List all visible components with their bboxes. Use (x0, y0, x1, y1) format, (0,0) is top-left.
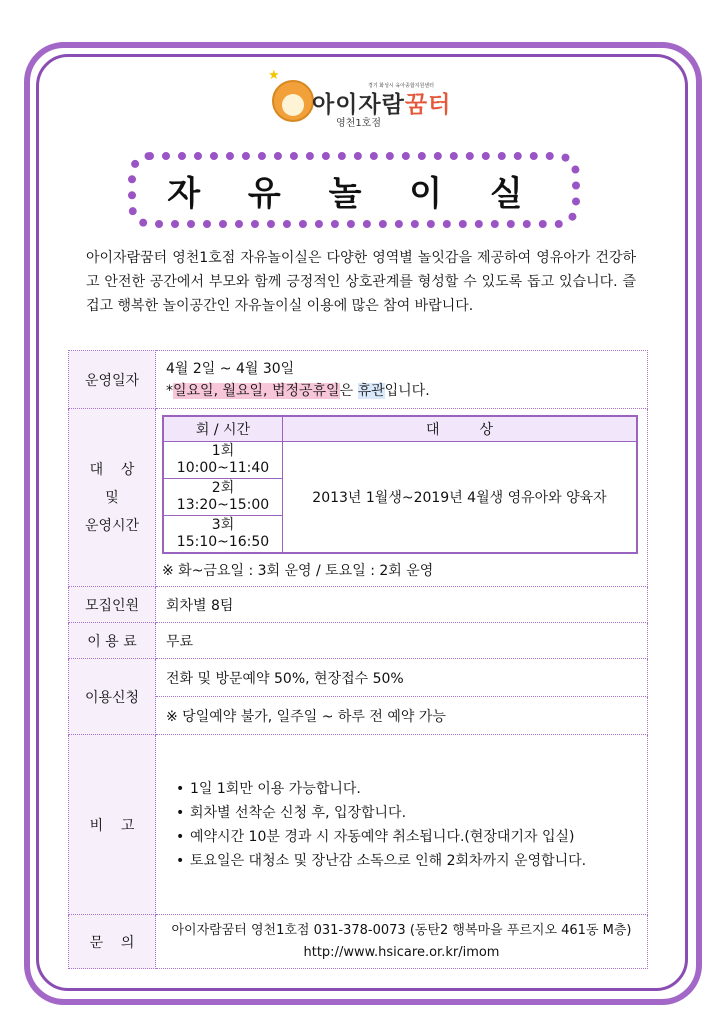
session-row: 1회 10:00~11:40 2013년 1월생~2019년 4월생 영유아와 양육자 (163, 442, 637, 479)
row-operating (69, 351, 648, 409)
session-header (163, 416, 637, 442)
page-title: 자 유 놀 이 실 (167, 173, 541, 214)
value-fee: 무료 (156, 623, 648, 659)
row-apply-1 (69, 659, 648, 697)
logo-org-small: 경기 화성시 육아종합지원센터 (368, 83, 434, 89)
row-contact (69, 915, 648, 969)
logo-name: 아이자람꿈터 (312, 92, 452, 118)
row-recruit (69, 587, 648, 623)
session-row: 3회 15:10~16:50 (163, 516, 637, 553)
intro-paragraph: 아이자람꿈터 영천1호점 자유놀이실은 다양한 영역별 놀잇감을 제공하여 영유아가 건강하고 안전한 공간에서 부모와 함께 긍정적인 상호관계를 형성할 수 있도록 돕고 있습니다. 즐겁고 행복한 놀이공간인 자유놀이실 이용에 많은 참여 바랍니다. (86, 250, 636, 314)
value-apply-1: 전화 및 방문예약 50%, 현장접수 50% (156, 659, 648, 697)
col-time: 회 / 시간 (163, 416, 283, 442)
value-remarks (156, 735, 648, 915)
session-row: 2회 13:20~15:00 (163, 479, 637, 516)
list-item: • 토요일은 대청소 및 장난감 소독으로 인해 2회차까지 운영합니다. (176, 849, 635, 873)
list-item: • 회차별 선착순 신청 후, 입장합니다. (176, 801, 635, 825)
value-contact (156, 915, 648, 969)
star-icon: ★ (268, 68, 280, 83)
col-target: 대 상 (283, 416, 638, 442)
value-operating (156, 351, 648, 409)
row-target (69, 409, 648, 587)
label-recruit: 모집인원 (69, 587, 156, 623)
remarks-list (156, 777, 647, 873)
row-fee (69, 623, 648, 659)
label-apply: 이용신청 (69, 659, 156, 735)
list-item: • 1일 1회만 이용 가능합니다. (176, 777, 635, 801)
contact-info: 아이자람꿈터 영천1호점 031-378-0073 (동탄2 행복마을 푸르지오 461동 M층) (171, 922, 632, 938)
logo (268, 68, 462, 130)
session-note: ※ 화~금요일 : 3회 운영 / 토요일 : 2회 운영 (162, 562, 434, 579)
session-table (162, 415, 638, 554)
value-recruit: 회차별 8팀 (156, 587, 648, 623)
contact-url[interactable]: http://www.hsicare.or.kr/imom (303, 944, 500, 960)
title-box (128, 152, 580, 228)
list-item: • 예약시간 10분 경과 시 자동예약 취소됩니다.(현장대기자 입실) (176, 825, 635, 849)
label-target: 대 상 및 운영시간 (69, 409, 156, 587)
value-target (156, 409, 648, 587)
info-table (68, 350, 648, 969)
logo-branch: 영천1호점 (336, 118, 382, 129)
row-apply-2 (69, 697, 648, 735)
audience: 2013년 1월생~2019년 4월생 영유아와 양육자 (283, 442, 638, 553)
label-remarks: 비 고 (69, 735, 156, 915)
label-operating: 운영일자 (69, 351, 156, 409)
operating-closed: *일요일, 월요일, 법정공휴일은 휴관입니다. (166, 382, 430, 399)
operating-period: 4월 2일 ~ 4월 30일 (166, 360, 295, 377)
row-remarks (69, 735, 648, 915)
label-contact: 문 의 (69, 915, 156, 969)
value-apply-2: ※ 당일예약 불가, 일주일 ~ 하루 전 예약 가능 (156, 697, 648, 735)
label-fee: 이 용 료 (69, 623, 156, 659)
child-face-icon (272, 80, 314, 122)
